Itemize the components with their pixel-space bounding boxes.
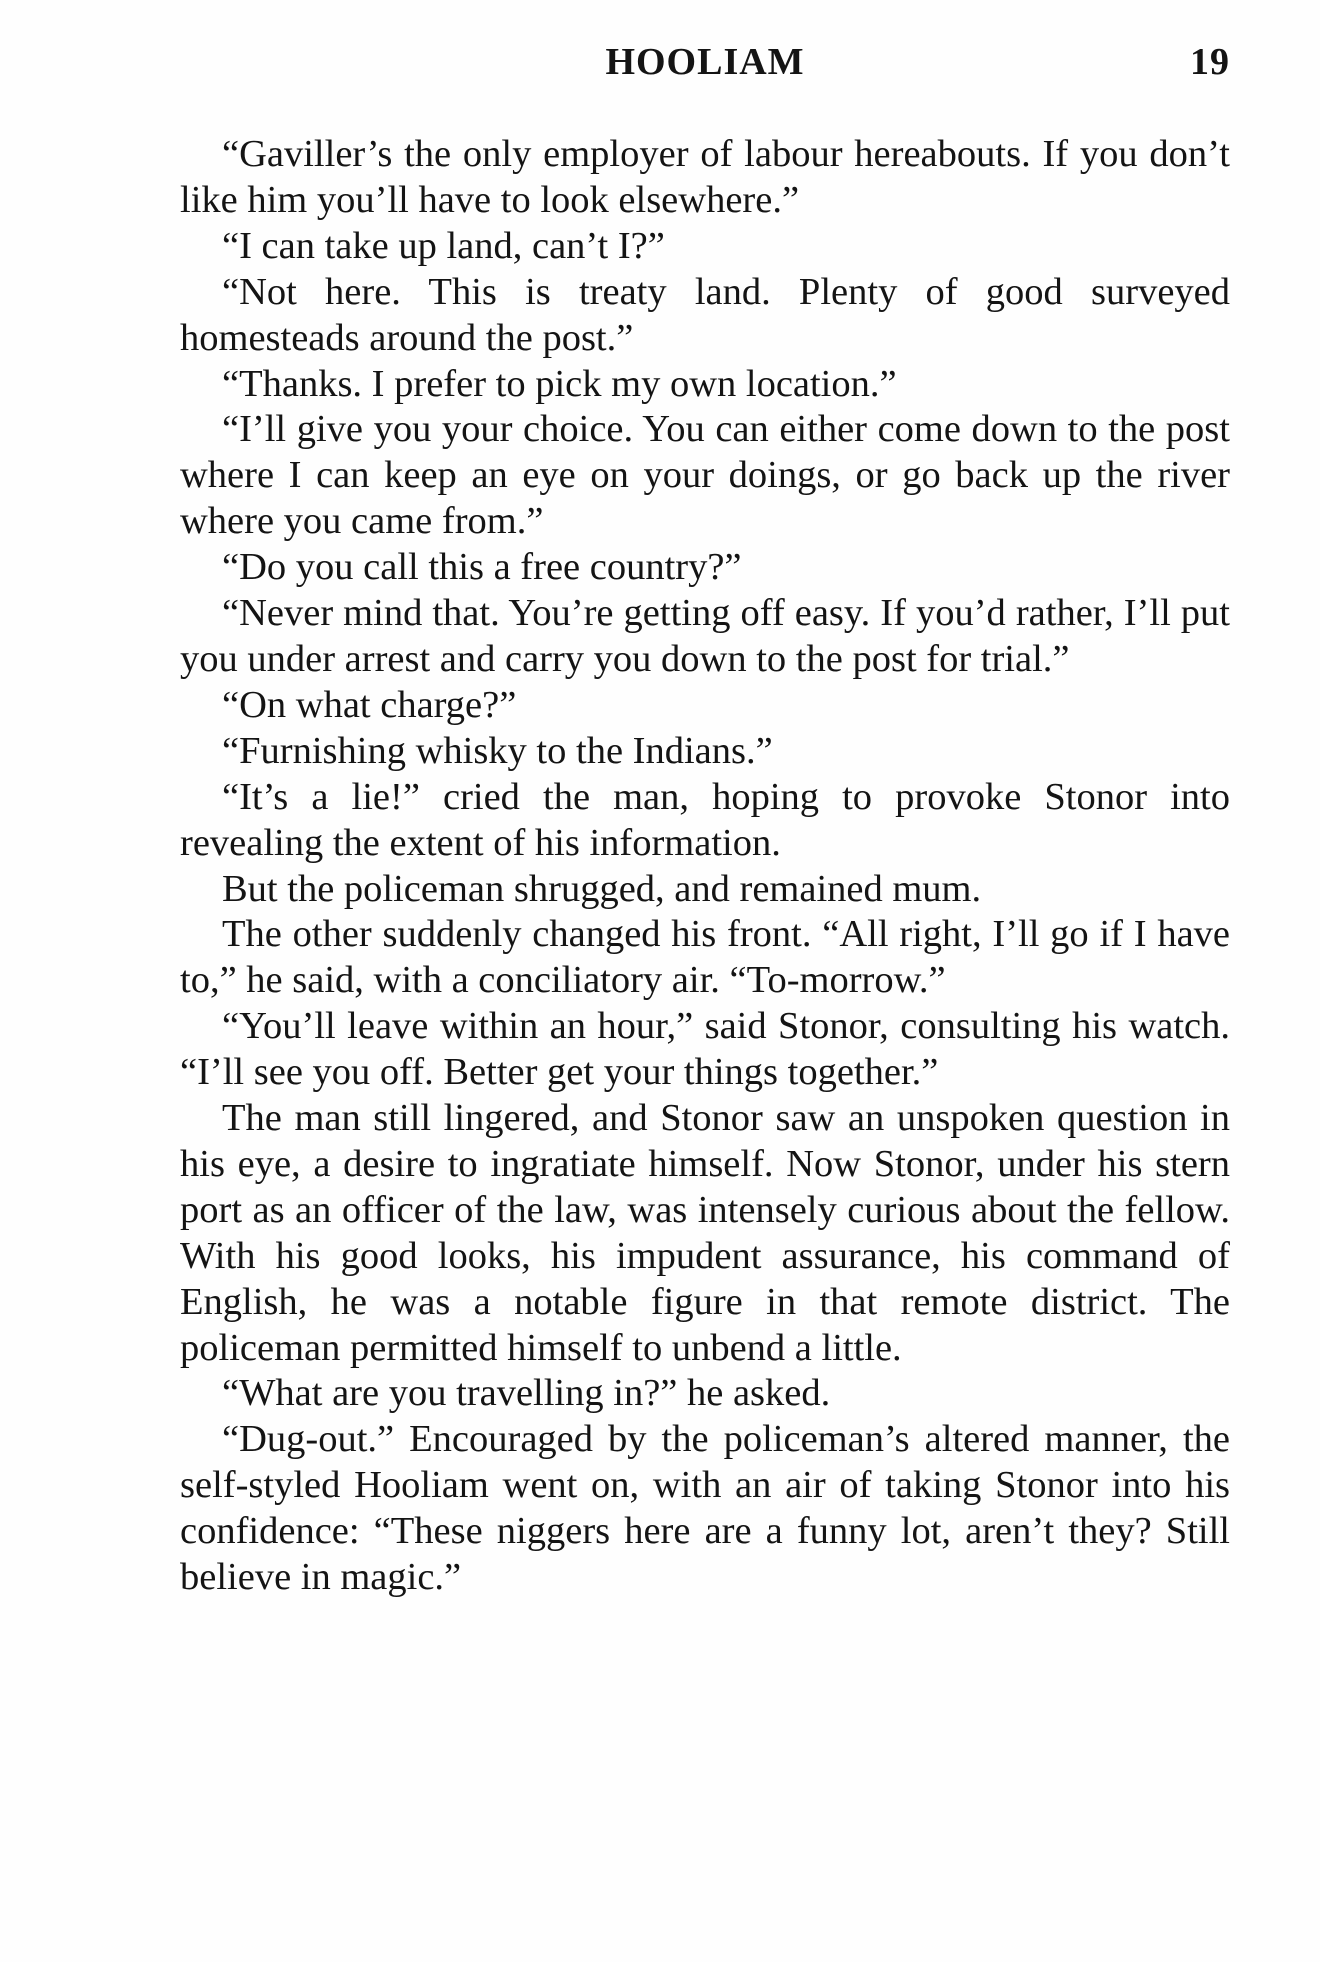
page-number: 19 [1190,41,1230,83]
paragraph: “You’ll leave within an hour,” said Stonor, consulting his watch. “I’ll see you off. Better get your things together.” [180,1005,1230,1094]
paragraph: “Thanks. I prefer to pick my own location.” [222,362,897,405]
paragraph: “Never mind that. You’re getting off easy. If you’d rather, I’ll put you under arrest and carry you down to the post for trial.” [180,592,1230,680]
paragraph: “I’ll give you your choice. You can either come down to the post where I can keep an eye on your doings, or go back up the river where you came from.” [180,408,1230,543]
paragraph: “Furnishing whisky to the Indians.” [222,729,773,772]
body-text [180,132,1230,1601]
paragraph: The man still lingered, and Stonor saw an unspoken question in his eye, a desire to ingratiate himself. Now Stonor, under his stern port as an officer of the law, was intensely curious about the fellow. With his good looks, his impudent assurance, his command of English, he was a notable figure in that remote district. The policeman permitted himself to unbend a little. [180,1097,1230,1369]
paragraph: “It’s a lie!” cried the man, hoping to provoke Stonor into revealing the extent of his information. [180,775,1230,864]
paragraph: “Do you call this a free country?” [222,546,742,589]
paragraph: “On what charge?” [222,683,517,726]
running-head [180,40,1230,90]
paragraph: The other suddenly changed his front. “All right, I’ll go if I have to,” he said, with a conciliatory air. “To-morrow.” [180,913,1230,1002]
paragraph: “What are you travelling in?” he asked. [222,1372,831,1415]
paragraph: “Not here. This is treaty land. Plenty of good surveyed homesteads around the post.” [180,270,1230,359]
paragraph: But the policeman shrugged, and remained mum. [222,867,982,910]
running-title: HOOLIAM [605,41,805,83]
paragraph: “I can take up land, can’t I?” [222,224,665,267]
paragraph: “Dug-out.” Encouraged by the policeman’s altered manner, the self-styled Hooliam went on, with an air of taking Stonor into his confidence: “These niggers here are a funny lot, aren’t they? Still believe in magic.” [180,1418,1230,1599]
paragraph: “Gaviller’s the only employer of labour hereabouts. If you don’t like him you’ll have to look elsewhere.” [180,133,1230,221]
